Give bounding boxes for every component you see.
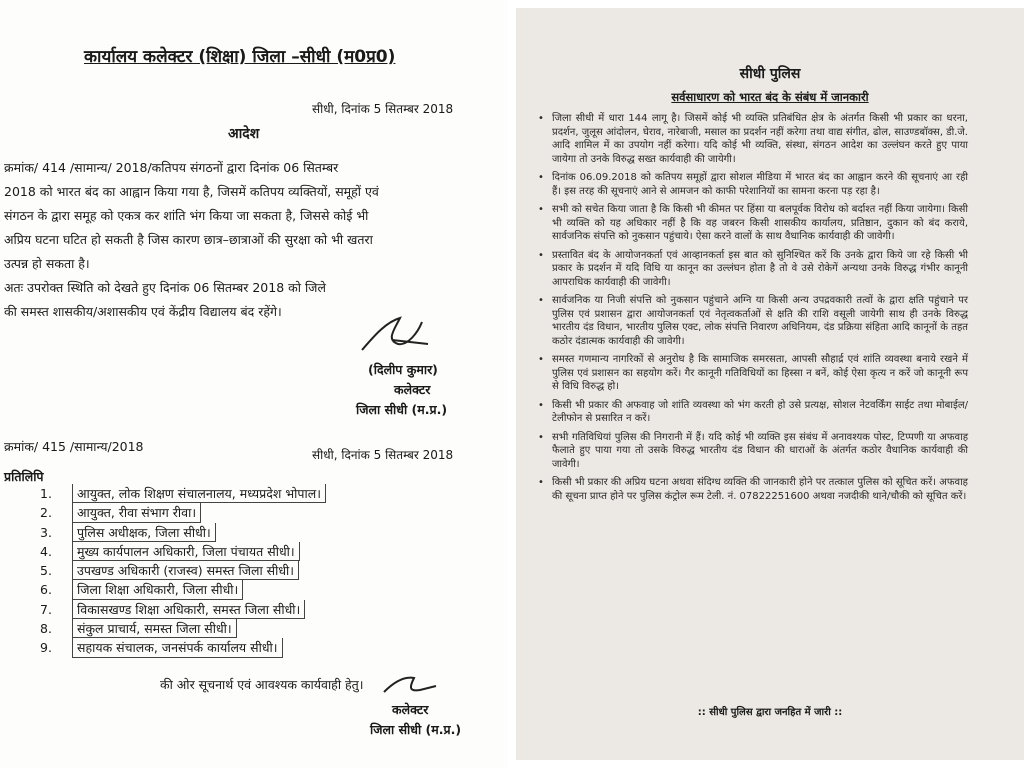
list-item: 1. आयुक्त, लोक शिक्षण संचालनालय, मध्यप्रदेश भोपाल। [40,484,326,503]
police-notice-document [516,8,1024,760]
order-date: सीधी, दिनांक 5 सितम्बर 2018 [312,102,454,116]
list-item: 2. आयुक्त, रीवा संभाग रीवा। [40,503,326,522]
order-line: की समस्त शासकीय/अशासकीय एवं केंद्रीय विद्यालय बंद रहेंगे। [4,304,282,319]
bullet-icon: • [538,477,544,488]
collector-district-2: जिला सीधी (म.प्र.) [370,722,462,737]
notice-item-text: सभी को सचेत किया जाता है कि किसी भी कीमत पर हिंसा या बलपूर्वक विरोध को बर्दाश्त नहीं किया जायेगा। किसी भी व्यक्ति को यह अधिकार नहीं है कि वह जबरन किसी शासकीय कार्यालय, प्रतिष्ठान, दुकान को बंद कराये, सार्वजनिक संपत्ति को नुकसान पहुंचाये। ऐसा करने वालों के साथ वैधानिक कार्यवाही की जावेगी। [552,204,968,242]
notice-item-text: सभी गतिविधियां पुलिस की निगरानी में हैं। यदि कोई भी व्यक्ति इस संबंध में अनावश्यक पोस्ट, टिप्पणी या अफवाह फैलाते हुए पाया गया तो उसके विरुद्ध भारतीय दंड विधान की धाराओं के अंतर्गत कठोर वैधानिक कार्यवाही की जावेगी। [552,431,968,470]
handwritten-signature-icon [380,674,440,696]
notice-item-text: किसी भी प्रकार की अफवाह जो शांति व्यवस्था को भंग करती हो उसे प्रत्यक्ष, सोशल नेटवर्किंग साईट तथा मोबाईल/टेलीफोन से प्रसारित न करें। [552,399,968,424]
recipient-text: जिला शिक्षा अधिकारी, जिला सीधी। [72,580,243,599]
list-item: 5. उपखण्ड अधिकारी (राजस्व) समस्त जिला सीधी। [40,561,326,580]
collector-order-document [0,0,508,768]
notice-item-text: जिला सीधी में धारा 144 लागू है। जिसमें कोई भी व्यक्ति प्रतिबंधित क्षेत्र के अंतर्गत किसी भी प्रकार का धरना, प्रदर्शन, जुलूस आंदोलन, घेराव, नारेबाजी, मसाल का प्रदर्शन नहीं करेगा तथा वाद्य संगीत, ढोल, साउण्डबॉक्स, डी.जे. आदि शामिल में का उपयोग नहीं करेगा। यदि कोई भी व्यक्ति, संस्था, संगठन आदेश का उल्लंघन करते हुए पाया जायेगा तो उनके विरुद्ध सख्त कार्यवाही की जायेगी। [552,113,968,165]
recipient-text: पुलिस अधीक्षक, जिला सीधी। [72,523,216,542]
notice-item-text: दिनांक 06.09.2018 को कतिपय समूहों द्वारा सोशल मीडिया में भारत बंद का आह्वान करने की सूचनाएं आ रही हैं। इस तरह की सूचनाएं आने से आमजन को काफी परेशानियों का सामना करना पड़ रहा है। [552,172,968,197]
order-line: उत्पन्न हो सकता है। [4,256,90,271]
handwritten-signature-icon [356,310,436,356]
notice-subtitle: सर्वसाधारण को भारत बंद के संबंध में जानकारी [671,90,869,104]
bullet-icon: • [538,249,544,261]
list-item [538,294,968,348]
list-item [538,112,968,166]
notice-items [538,112,968,508]
recipient-text: सहायक संचालक, जनसंपर्क कार्यालय सीधी। [72,638,283,657]
order-line: अतः उपरोक्त स्थिति को देखते हुए दिनांक 06 सितम्बर 2018 को जिले [4,280,326,295]
collector-district: जिला सीधी (म.प्र.) [356,402,448,417]
collector-name: (दिलीप कुमार) [368,362,438,377]
collector-designation: कलेक्टर [394,382,431,397]
recipient-text: आयुक्त, रीवा संभाग रीवा। [72,503,201,522]
list-item [538,431,968,472]
notice-item-text: प्रस्तावित बंद के आयोजनकर्ता एवं आव्हानकर्ता इस बात को सुनिश्चित करें कि उनके द्वारा किये जा रहे किसी भी प्रकार के प्रदर्शन में यदि विधि या कानून का उल्लंघन होता है तो वे उसे रोकेगें अन्यथा उनके विरुद्ध गंभीर कानूनी आपराधिक कार्यवाही की जावेगी। [552,249,968,288]
list-item [538,399,968,426]
list-item [538,171,968,198]
bullet-icon: • [538,113,544,124]
order-body [4,156,500,324]
bullet-icon: • [538,295,544,306]
recipient-text: विकासखण्ड शिक्षा अधिकारी, समस्त जिला सीधी। [72,600,305,619]
recipient-text: आयुक्त, लोक शिक्षण संचालनालय, मध्यप्रदेश भोपाल। [72,484,326,503]
collector-signature-block [356,310,447,420]
copy-order-number: क्रमांक/ 415 /सामान्य/2018 [4,439,144,454]
recipient-text: मुख्य कार्यपालन अधिकारी, जिला पंचायत सीधी। [72,542,300,561]
copy-to-label: प्रतिलिपि [4,469,44,484]
office-title: कार्यालय कलेक्टर (शिक्षा) जिला –सीधी (म0प्र0) [84,47,396,67]
recipients-list [40,484,326,658]
notice-item-text: समस्त गणमान्य नागरिकों से अनुरोध है कि सामाजिक समरसता, आपसी सौहार्द्र एवं शांति व्यवस्था बनाये रखने में पुलिस एवं प्रशासन का सहयोग करें। गैर कानूनी गतिविधियों का हिस्सा न बनें, कोई ऐसा कृत्य न करें जो कानूनी रूप से विधि विरुद्ध हो। [552,354,968,392]
order-line: क्रमांक/ 414 /सामान्य/ 2018/कतिपय संगठनों द्वारा दिनांक 06 सितम्बर [4,160,339,175]
bullet-icon: • [538,172,544,183]
list-item: 4. मुख्य कार्यपालन अधिकारी, जिला पंचायत सीधी। [40,542,326,561]
recipient-text: उपखण्ड अधिकारी (राजस्व) समस्त जिला सीधी। [72,561,299,580]
order-line: अप्रिय घटना घटित हो सकती है जिस कारण छात्र–छात्राओं की सुरक्षा को भी खतरा [4,232,373,247]
list-item: 8. संकुल प्राचार्य, समस्त जिला सीधी। [40,619,326,638]
copy-purpose-note: की ओर सूचनार्थ एवं आवश्यक कार्यवाही हेतु। [160,677,364,692]
list-item [538,353,968,394]
recipient-text: संकुल प्राचार्य, समस्त जिला सीधी। [72,619,237,638]
list-item: 3. पुलिस अधीक्षक, जिला सीधी। [40,523,326,542]
order-heading: आदेश [228,126,260,142]
order-line: संगठन के द्वारा समूह को एकत्र कर शांति भंग किया जा सकता है, जिससे कोई भी [4,208,369,223]
notice-item-text: सार्वजनिक या निजी संपत्ति को नुकसान पहुंचाने अग्नि या किसी अन्य उपद्रवकारी तत्वों के द्वारा क्षति पहुंचाने पर पुलिस एवं प्रशासन द्वारा आयोजनकर्ता एवं नेतृत्वकर्ताओं से क्षति की राशि वसूली जायेगी साथ ही उनके विरुद्ध भारतीय दंड विधान, भारतीय पुलिस एक्ट, लोक संपत्ति निवारण अधिनियम, दंड प्रक्रिया संहिता आदि कानूनों के तहत कठोर दंडात्मक कार्यवाही की जावेगी। [552,295,968,347]
list-item: 7. विकासखण्ड शिक्षा अधिकारी, समस्त जिला सीधी। [40,600,326,619]
notice-item-text: किसी भी प्रकार की अप्रिय घटना अथवा संदिग्ध व्यक्ति की जानकारी होने पर तत्काल पुलिस को सूचित करें। अफवाह की सूचना प्राप्त होने पर पुलिस कंट्रोल रूम टेली. नं. 07822251600 अथवा नजदीकी थाने/चौकी को सूचित करें। [552,477,968,502]
list-item: 9. सहायक संचालक, जनसंपर्क कार्यालय सीधी। [40,638,326,657]
bullet-icon: • [538,431,544,443]
copy-order-date: सीधी, दिनांक 5 सितम्बर 2018 [312,448,454,462]
notice-title: सीधी पुलिस [739,66,801,82]
collector-signature-block-2 [370,700,461,740]
divider [508,0,516,768]
bullet-icon: • [538,204,544,215]
notice-footer: :: सीधी पुलिस द्वारा जनहित में जारी :: [697,707,843,718]
list-item [538,249,968,290]
bullet-icon: • [538,399,544,411]
collector-designation-2: कलेक्टर [392,702,429,717]
list-item [538,203,968,244]
bullet-icon: • [538,354,544,365]
list-item [538,476,968,503]
order-line: 2018 को भारत बंद का आह्वान किया गया है, जिसमें कतिपय व्यक्तियों, समूहों एवं [4,184,379,199]
list-item: 6. जिला शिक्षा अधिकारी, जिला सीधी। [40,580,326,599]
